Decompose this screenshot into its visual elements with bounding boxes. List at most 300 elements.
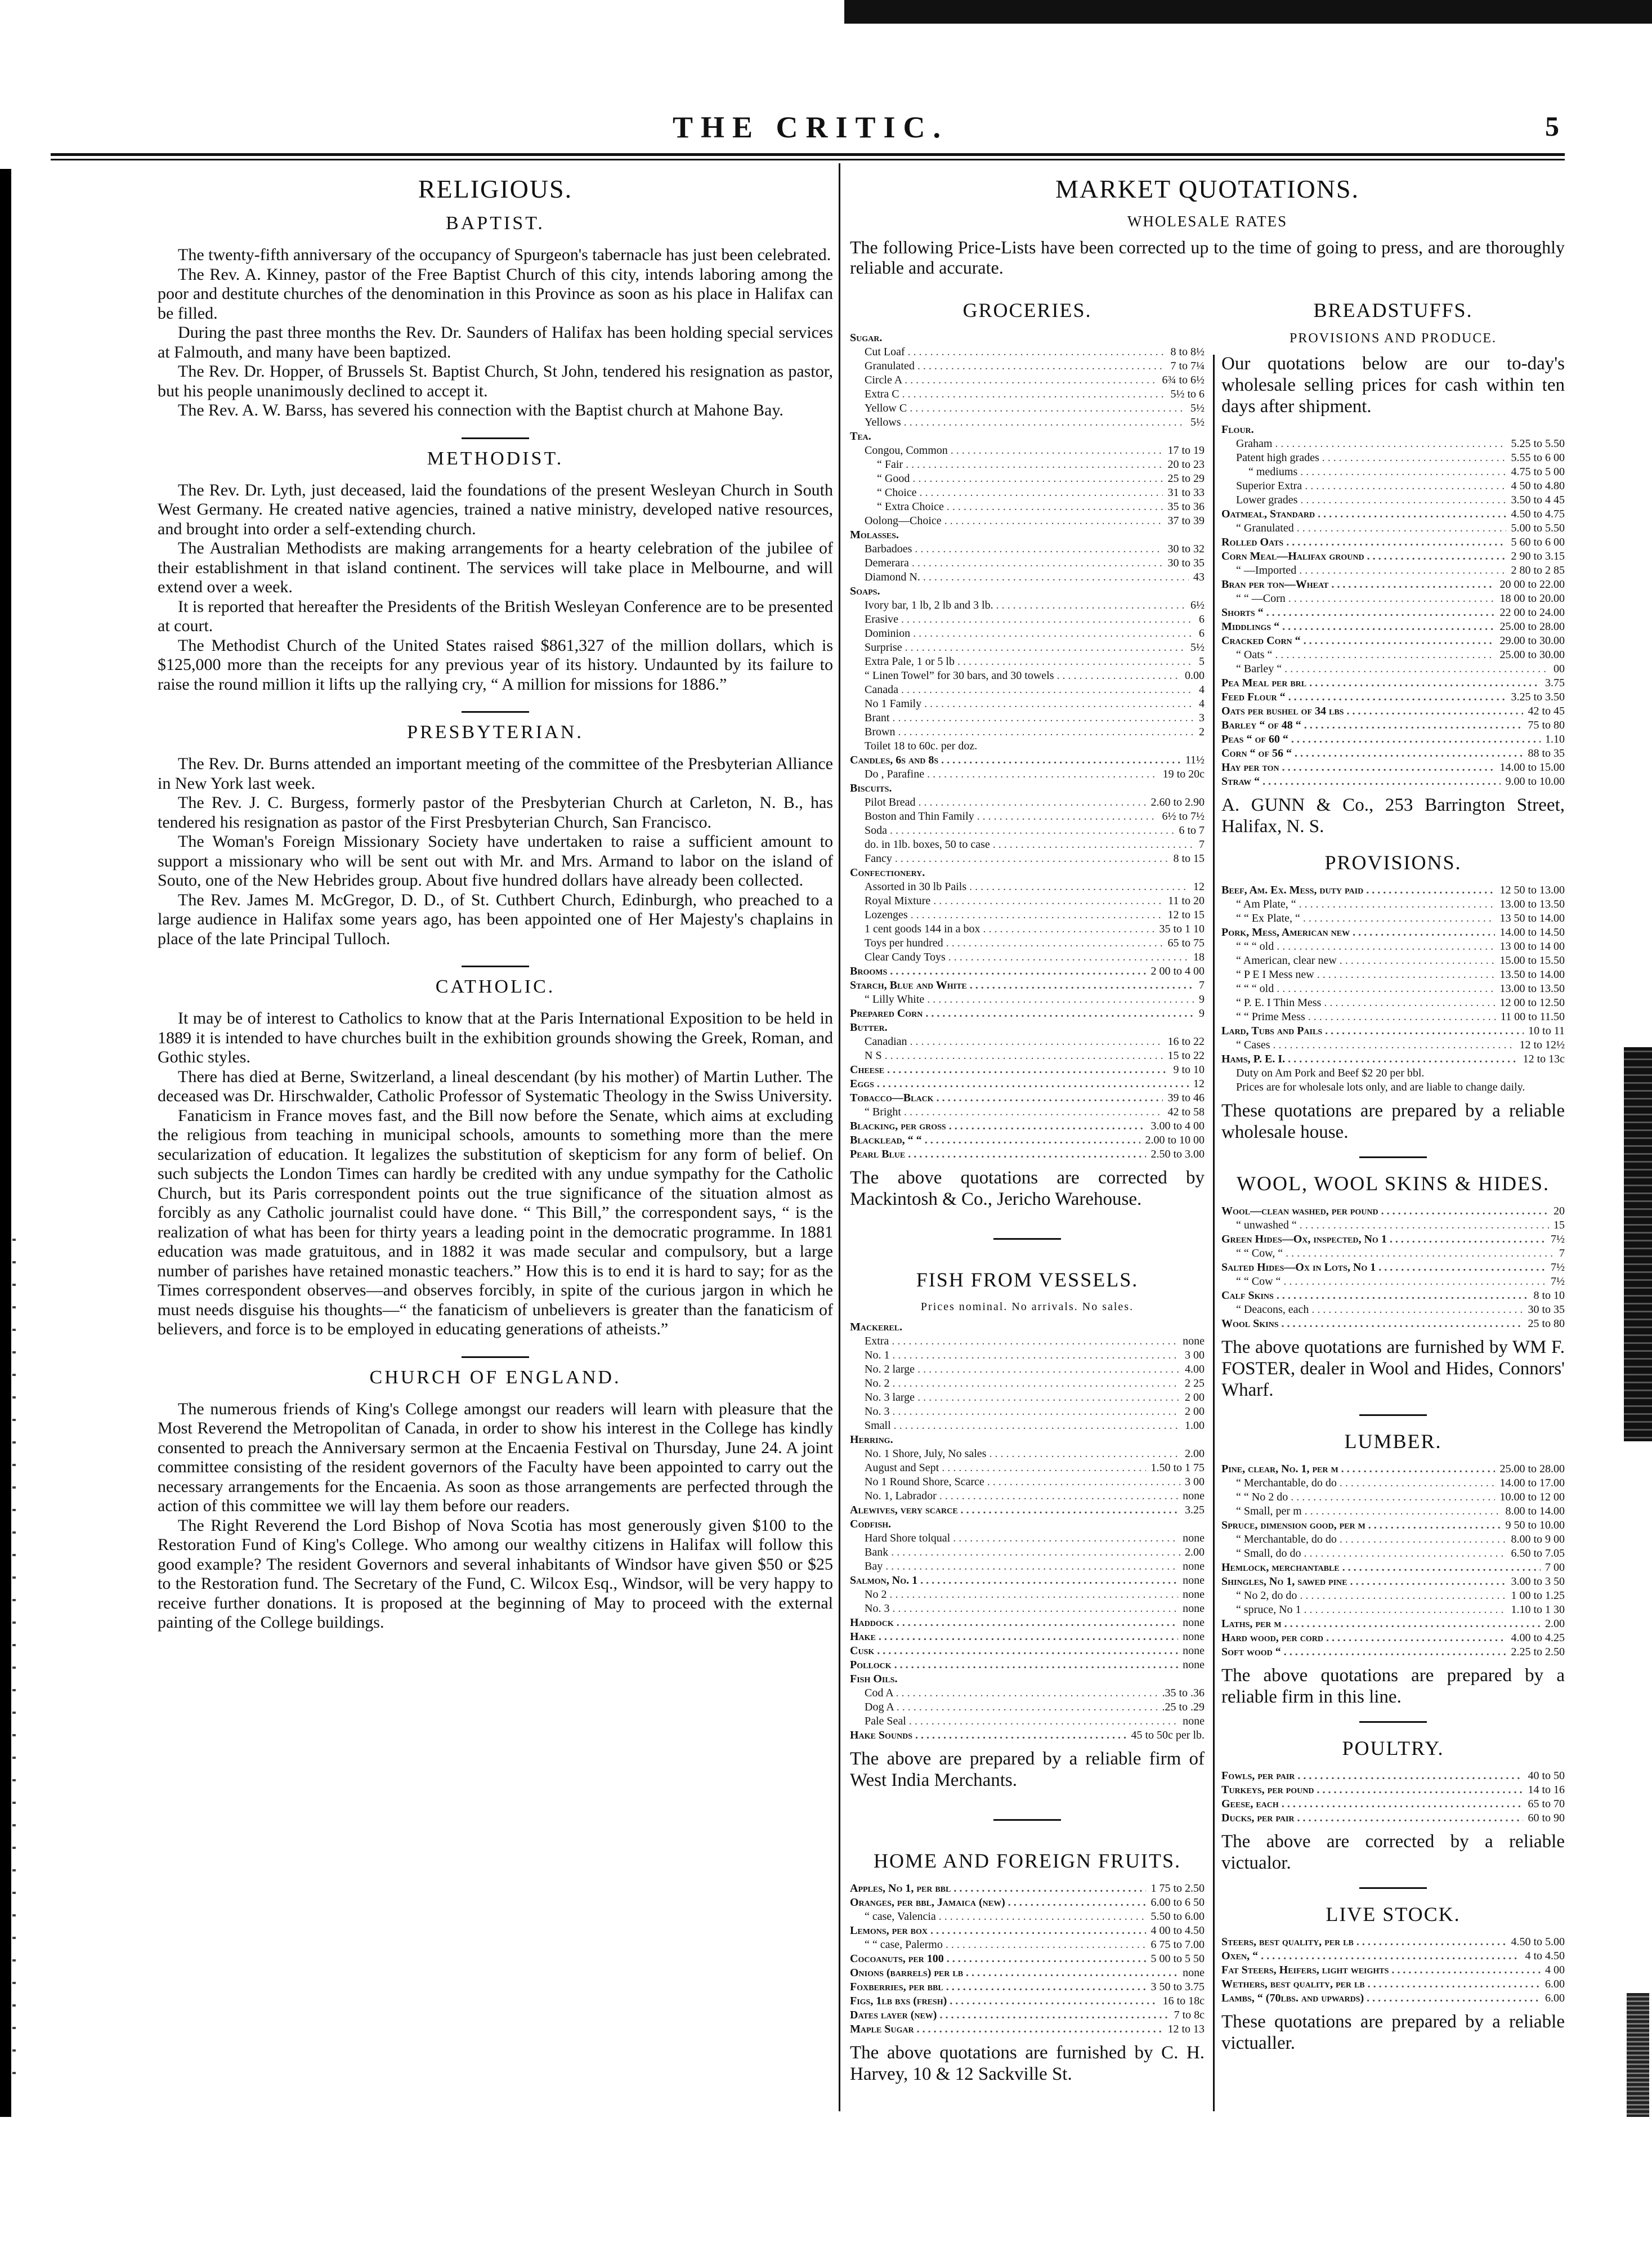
- price-label: Hams, P. E. I. . . .: [1221, 1052, 1519, 1066]
- divider: [462, 437, 529, 439]
- price-label: No 1 Family . . .: [850, 697, 1194, 711]
- price-label: Dominion . . .: [850, 627, 1194, 641]
- paragraph: The Rev. James M. McGregor, D. D., of St. Cuthbert Church, Edinburgh, who preached to a large audience in Halifax some years ago, has been appointed one of Her Majesty's chaplains in place of the late Principal Tulloch.: [158, 890, 833, 948]
- price-value: 2 00: [1185, 1405, 1205, 1418]
- price-row: [1221, 648, 1565, 662]
- price-label: Lower grades . . .: [1221, 493, 1506, 507]
- price-row: [850, 584, 1205, 598]
- price-label: Wool—clean washed, per pound . . .: [1221, 1204, 1549, 1218]
- price-row: [850, 500, 1205, 514]
- price-label: No. 2 . . .: [850, 1377, 1180, 1391]
- price-row: [1221, 732, 1565, 747]
- price-value: 65 to 75: [1167, 937, 1205, 949]
- price-row: [1221, 1247, 1565, 1261]
- price-label: “ mediums . . .: [1221, 465, 1506, 479]
- price-label: Pearl Blue . . .: [850, 1147, 1146, 1161]
- paragraph: The Woman's Foreign Missionary Society have undertaken to raise a sufficient amount to support a missionary who will be sent out with Mr. and Mrs. Armand to labor on the island of Souto, one of the New Hebrides group. About five hundred dollars have already been collected.: [158, 832, 833, 890]
- price-row: [850, 542, 1205, 556]
- price-label: Flour.: [1221, 423, 1254, 436]
- price-value: 2.60 to 2.90: [1150, 796, 1205, 808]
- price-value: 5½: [1190, 402, 1205, 414]
- price-row: [850, 1938, 1205, 1952]
- price-row: [850, 1952, 1205, 1966]
- price-value: 14.00 to 17.00: [1499, 1477, 1565, 1489]
- price-value: none: [1183, 1588, 1205, 1601]
- price-value: [1200, 1320, 1205, 1334]
- price-value: 5½: [1190, 416, 1205, 428]
- price-value: 4: [1199, 683, 1205, 696]
- price-row: [850, 1672, 1205, 1686]
- price-value: 12 to 15: [1167, 909, 1205, 921]
- price-row: [850, 556, 1205, 570]
- price-row: [1221, 1066, 1565, 1080]
- price-value: none: [1183, 1335, 1205, 1347]
- lumber-list: [1221, 1462, 1565, 1659]
- price-value: 2 00 to 4 00: [1150, 965, 1205, 977]
- price-label: Mackerel.: [850, 1321, 903, 1333]
- price-value: 6: [1199, 613, 1205, 626]
- price-row: [1221, 465, 1565, 479]
- price-value: 65 to 70: [1528, 1798, 1565, 1810]
- divider: [993, 1238, 1061, 1240]
- price-label: Soda . . .: [850, 824, 1174, 838]
- price-label: Cut Loaf . . .: [850, 345, 1166, 359]
- price-value: 4.50 to 4.75: [1511, 508, 1565, 520]
- price-label: “ Merchantable, do do . . .: [1221, 1476, 1495, 1490]
- price-row: [850, 1035, 1205, 1049]
- price-label: Ducks, per pair . . .: [1221, 1811, 1523, 1825]
- price-row: [1221, 521, 1565, 535]
- price-row: [850, 1560, 1205, 1574]
- price-label: Maple Sugar . . .: [850, 2022, 1163, 2036]
- price-value: 2.00 to 10 00: [1145, 1134, 1205, 1146]
- price-row: [850, 796, 1205, 810]
- price-label: Superior Extra . . .: [1221, 479, 1506, 493]
- price-value: 6½: [1190, 599, 1205, 611]
- price-value: 25 to 29: [1167, 472, 1205, 485]
- price-label: Assorted in 30 lb Pails . . .: [850, 880, 1189, 894]
- price-label: Small . . .: [850, 1419, 1180, 1433]
- price-label: Graham . . .: [1221, 437, 1506, 451]
- price-row: [850, 1348, 1205, 1362]
- price-row: [1221, 1575, 1565, 1589]
- price-value: 2 80 to 2 85: [1511, 564, 1565, 577]
- price-label: “ Am Plate, “ . . .: [1221, 897, 1495, 912]
- price-value: 4.75 to 5 00: [1511, 466, 1565, 478]
- price-row: [1221, 968, 1565, 982]
- price-label: “ Merchantable, do do . . .: [1221, 1533, 1506, 1547]
- price-label: Circle A . . .: [850, 373, 1157, 387]
- price-value: 29.00 to 30.00: [1499, 635, 1565, 647]
- price-label: Canadian . . .: [850, 1035, 1163, 1049]
- price-value: 30 to 32: [1167, 543, 1205, 555]
- price-label: Cracked Corn “ . . .: [1221, 634, 1495, 648]
- price-label: Brooms . . .: [850, 964, 1146, 979]
- price-label: Oats per bushel of 34 lbs . . .: [1221, 704, 1523, 718]
- price-value: [1560, 1066, 1565, 1080]
- price-label: “ Granulated . . .: [1221, 521, 1506, 535]
- price-row: [850, 739, 1205, 753]
- price-label: No 1 Round Shore, Scarce . . .: [850, 1475, 1180, 1489]
- price-value: 42 to 58: [1167, 1106, 1205, 1118]
- price-value: 10.00 to 12 00: [1499, 1491, 1565, 1503]
- paragraph: The Right Reverend the Lord Bishop of Nova Scotia has most generously given $100 to the Restoration Fund of King's College. Who among our wealthy citizens in Halifax will follow this good example? The resident Governors and several inhabitants of Windsor have given $50 or $25 to the Restoration fund. The Secretary of the Fund, C. Wilcox Esq., Windsor, will be very happy to receive further donations. It is proposed at the beginning of May to proceed with the external painting of the College buildings.: [158, 1516, 833, 1632]
- price-row: [1221, 1589, 1565, 1603]
- price-label: N S . . .: [850, 1049, 1163, 1063]
- price-row: [850, 655, 1205, 669]
- price-row: [850, 641, 1205, 655]
- price-label: Shingles, No 1, sawed pine . . .: [1221, 1575, 1506, 1589]
- price-label: Demerara . . .: [850, 556, 1163, 570]
- price-value: 7 00: [1545, 1561, 1565, 1574]
- price-value: 7½: [1551, 1233, 1565, 1245]
- price-value: 19 to 20c: [1162, 768, 1205, 780]
- price-row: [850, 1489, 1205, 1503]
- price-row: [1221, 1490, 1565, 1504]
- price-label: Middlings “ . . .: [1221, 620, 1495, 634]
- price-value: 12 to 13c: [1523, 1053, 1565, 1065]
- price-row: [850, 1147, 1205, 1161]
- price-row: [1221, 1232, 1565, 1247]
- price-value: 12 00 to 12.50: [1499, 997, 1565, 1009]
- price-value: 1.50 to 1 75: [1150, 1462, 1205, 1474]
- price-row: [1221, 1052, 1565, 1066]
- price-value: 8 to 10: [1533, 1289, 1565, 1302]
- price-row: [850, 458, 1205, 472]
- price-label: No. 3 large . . .: [850, 1391, 1180, 1405]
- price-row: [850, 936, 1205, 950]
- price-row: [850, 1980, 1205, 1994]
- price-value: 18 00 to 20.00: [1499, 592, 1565, 605]
- price-value: 1 00 to 1.25: [1511, 1589, 1565, 1602]
- poultry-title: POULTRY.: [1342, 1737, 1444, 1759]
- price-value: 9.00 to 10.00: [1505, 775, 1565, 788]
- paragraph: It is reported that hereafter the Presidents of the British Wesleyan Conference are to be presented at court.: [158, 597, 833, 635]
- price-label: No. 1 Shore, July, No sales . . .: [850, 1447, 1180, 1461]
- price-label: Figs, 1lb bxs (fresh) . . .: [850, 1994, 1158, 2008]
- price-label: Blacking, per gross . . .: [850, 1119, 1146, 1133]
- price-label: do. in 1lb. boxes, 50 to case . . .: [850, 838, 1194, 852]
- price-value: 6.50 to 7.05: [1511, 1547, 1565, 1560]
- price-label: “ Good . . .: [850, 472, 1163, 486]
- price-label: Diamond N. . . .: [850, 570, 1189, 584]
- price-value: 25.00 to 30.00: [1499, 649, 1565, 661]
- price-row: [1221, 550, 1565, 564]
- price-value: 25.00 to 28.00: [1499, 1463, 1565, 1475]
- price-value: 6.00: [1545, 1978, 1565, 1990]
- price-label: Eggs . . .: [850, 1077, 1189, 1091]
- price-row: [850, 1334, 1205, 1348]
- price-value: 31 to 33: [1167, 486, 1205, 499]
- price-label: “ American, clear new . . .: [1221, 954, 1495, 968]
- price-value: 5 60 to 6 00: [1511, 536, 1565, 548]
- price-value: 3: [1199, 712, 1205, 724]
- price-value: none: [1183, 1574, 1205, 1587]
- price-row: [1221, 747, 1565, 761]
- price-row: [1221, 1038, 1565, 1052]
- price-value: 14 to 16: [1528, 1784, 1565, 1796]
- price-label: Hard wood, per cord . . .: [1221, 1631, 1506, 1645]
- scan-edge-left: [0, 169, 11, 2117]
- price-value: 40 to 50: [1528, 1770, 1565, 1782]
- divider: [462, 1356, 529, 1358]
- price-label: Brown . . .: [850, 725, 1194, 739]
- price-label: Boston and Thin Family . . .: [850, 810, 1157, 824]
- price-value: 7: [1559, 1247, 1565, 1259]
- price-row: [1221, 1010, 1565, 1024]
- price-label: Fowls, per pair . . .: [1221, 1769, 1523, 1783]
- price-label: “ spruce, No 1 . . .: [1221, 1603, 1506, 1617]
- price-row: [1221, 507, 1565, 521]
- price-row: [1221, 1783, 1565, 1797]
- price-row: [1221, 620, 1565, 634]
- price-row: [850, 1021, 1205, 1035]
- scan-speckle-left: [12, 1239, 16, 2083]
- price-row: [1221, 676, 1565, 690]
- price-row: [1221, 662, 1565, 676]
- price-value: 25 to 80: [1528, 1317, 1565, 1330]
- price-label: Oxen, “ . . .: [1221, 1949, 1520, 1963]
- running-head: [51, 110, 1570, 149]
- price-value: 75 to 80: [1528, 719, 1565, 731]
- price-value: 2.25 to 2.50: [1511, 1646, 1565, 1658]
- price-value: .35 to .36: [1162, 1687, 1205, 1699]
- price-label: “ “ Cow “ . . .: [1221, 1275, 1546, 1289]
- price-value: 18: [1193, 951, 1205, 963]
- paragraph: There has died at Berne, Switzerland, a lineal descendant (by his mother) of Martin Luther. The deceased was Dr. Hirschwalder, Catholic Professor of Systematic Theology in the Swiss University.: [158, 1067, 833, 1105]
- price-row: [850, 444, 1205, 458]
- price-label: Herring.: [850, 1433, 893, 1446]
- price-row: [1221, 1518, 1565, 1533]
- market-subtitle: WHOLESALE RATES: [1127, 213, 1288, 230]
- divider: [993, 1819, 1061, 1821]
- price-row: [850, 1475, 1205, 1489]
- page-number: 5: [1545, 110, 1559, 142]
- price-value: 12 to 13: [1167, 2023, 1205, 2035]
- price-row: [1221, 1547, 1565, 1561]
- price-row: [850, 1644, 1205, 1658]
- price-row: [850, 598, 1205, 613]
- price-row: [1221, 718, 1565, 732]
- price-row: [1221, 897, 1565, 912]
- price-value: [1200, 1021, 1205, 1035]
- price-label: Extra C . . .: [850, 387, 1166, 401]
- price-row: [1221, 761, 1565, 775]
- market-column-right: [1221, 298, 1565, 2060]
- price-label: Barbadoes . . .: [850, 542, 1163, 556]
- price-label: Lambs, “ (70lbs. and upwards) . . .: [1221, 1991, 1541, 2005]
- price-row: [850, 1966, 1205, 1980]
- price-row: [850, 1405, 1205, 1419]
- price-value: 9 50 to 10.00: [1505, 1519, 1565, 1531]
- column-rule-market: [1213, 355, 1215, 2111]
- price-value: 9 to 10: [1173, 1064, 1205, 1076]
- price-value: 22 00 to 24.00: [1499, 606, 1565, 619]
- paragraph: The Australian Methodists are making arrangements for a hearty celebration of the jubilee of their establishment in that island continent. The services will take place in Melbourne, and will extend over a week.: [158, 539, 833, 596]
- price-label: Brant . . .: [850, 711, 1194, 725]
- price-label: Yellow C . . .: [850, 401, 1186, 416]
- price-label: Hake . . .: [850, 1630, 1178, 1644]
- price-value: 16 to 22: [1167, 1035, 1205, 1048]
- price-row: [850, 1105, 1205, 1119]
- paragraph: Fanaticism in France moves fast, and the Bill now before the Senate, which aims at excluding the religious from teaching in municipal schools, amounts to something more than the mere secularization of education. It legalizes the substitution of skepticism for any form of belief. On such subjects the London Times can hardly be credited with any undue sympathy for the Catholic Church, but its Paris correspondent points out the true significance of the situation almost as forcibly as any Catholic journalist could have done. “ This Bill,” the correspondent says, “ is the realization of what has been for thirty years a leading point in the democratic programme. In 1881 education was made gratuitous, and in 1882 it was made secular and compulsory, but a large number of parishes have retained monastic teachers.” How this is to end it is hard to say; for as the Times correspondent observes—and observes forcibly, in spite of the curious jargon in which he must needs disguise his thoughts—“ the fanaticism of unbelievers is greater than the fanaticism of believers, and force is to be employed in educating generations of atheists.”: [158, 1106, 833, 1338]
- price-row: [1221, 1504, 1565, 1518]
- price-row: [850, 1377, 1205, 1391]
- price-value: 6¾ to 6½: [1162, 374, 1205, 386]
- price-value: .25 to .29: [1162, 1701, 1205, 1713]
- price-label: Prepared Corn . . .: [850, 1007, 1194, 1021]
- poultry-note: The above are corrected by a reliable victualor.: [1221, 1831, 1565, 1873]
- price-value: 4.00: [1185, 1363, 1205, 1375]
- price-row: [1221, 1533, 1565, 1547]
- price-value: 00: [1553, 663, 1565, 675]
- price-row: [850, 669, 1205, 683]
- livestock-note: These quotations are prepared by a reliable victualler.: [1221, 2012, 1565, 2053]
- price-value: 2: [1199, 726, 1205, 738]
- price-row: [1221, 1991, 1565, 2005]
- price-label: “ Oats “ . . .: [1221, 648, 1495, 662]
- price-value: 1.10 to 1 30: [1511, 1603, 1565, 1616]
- price-row: [1221, 1811, 1565, 1825]
- price-value: 3.75: [1545, 677, 1565, 689]
- price-value: 35 to 1 10: [1159, 923, 1205, 935]
- price-value: 5.25 to 5.50: [1511, 437, 1565, 450]
- price-row: [850, 1447, 1205, 1461]
- price-row: [850, 1077, 1205, 1091]
- price-row: [1221, 1935, 1565, 1949]
- price-value: 25.00 to 28.00: [1499, 620, 1565, 633]
- page-title: THE CRITIC.: [672, 110, 949, 144]
- price-label: August and Sept . . .: [850, 1461, 1146, 1475]
- price-row: [1221, 1769, 1565, 1783]
- price-row: [1221, 690, 1565, 704]
- price-label: Bay . . .: [850, 1560, 1178, 1574]
- price-row: [850, 401, 1205, 416]
- price-row: [1221, 1317, 1565, 1331]
- price-value: 2 25: [1185, 1377, 1205, 1390]
- price-row: [1221, 1476, 1565, 1490]
- price-row: [1221, 578, 1565, 592]
- price-value: 2 00: [1185, 1391, 1205, 1404]
- price-row: [850, 528, 1205, 542]
- price-row: [850, 1119, 1205, 1133]
- price-label: Pork, Mess, American new . . .: [1221, 926, 1495, 940]
- price-row: [850, 1391, 1205, 1405]
- price-value: 45 to 50c per lb.: [1131, 1729, 1205, 1741]
- price-label: Erasive . . .: [850, 613, 1194, 627]
- price-value: none: [1183, 1630, 1205, 1643]
- price-label: Congou, Common . . .: [850, 444, 1163, 458]
- price-label: No 2 . . .: [850, 1588, 1178, 1602]
- price-label: Corn “ of 56 “ . . .: [1221, 747, 1523, 761]
- paragraph: It may be of interest to Catholics to know that at the Paris International Exposition to be held in 1889 it is intended to have churches built in the exhibition grounds showing the Greek, Roman, and Gothic styles.: [158, 1009, 833, 1066]
- price-value: 2.00: [1185, 1448, 1205, 1460]
- price-row: [850, 1545, 1205, 1560]
- religious-column: [158, 172, 833, 1633]
- section-title: MARKET QUOTATIONS.: [1055, 175, 1360, 203]
- divider: [462, 711, 529, 713]
- price-row: [1221, 1617, 1565, 1631]
- price-value: [1200, 584, 1205, 598]
- price-row: [850, 1574, 1205, 1588]
- price-label: Onions (barrels) per lb . . .: [850, 1966, 1178, 1980]
- section-title: RELIGIOUS.: [418, 175, 573, 203]
- price-row: [1221, 1462, 1565, 1476]
- price-value: 11 to 20: [1168, 895, 1205, 907]
- price-label: Oranges, per bbl, Jamaica (new) . . .: [850, 1896, 1146, 1910]
- price-label: Royal Mixture . . .: [850, 894, 1163, 908]
- price-value: 4 00: [1545, 1964, 1565, 1976]
- price-row: [850, 753, 1205, 767]
- price-row: [850, 1658, 1205, 1672]
- price-row: [1221, 1561, 1565, 1575]
- price-value: 9: [1199, 1007, 1205, 1020]
- price-label: Molasses.: [850, 529, 899, 541]
- paragraph: The Rev. Dr. Burns attended an important meeting of the committee of the Presbyterian Alliance in New York last week.: [158, 754, 833, 793]
- price-row: [1221, 926, 1565, 940]
- price-value: 20: [1553, 1205, 1565, 1217]
- price-row: [1221, 1204, 1565, 1218]
- price-row: [1221, 940, 1565, 954]
- wool-title: WOOL, WOOL SKINS & HIDES.: [1237, 1172, 1550, 1195]
- price-value: 4: [1199, 698, 1205, 710]
- price-value: 30 to 35: [1528, 1303, 1565, 1316]
- price-row: [1221, 1024, 1565, 1038]
- price-row: [1221, 1289, 1565, 1303]
- price-value: [1200, 739, 1205, 753]
- price-label: Fat Steers, Heifers, light weights . . .: [1221, 1963, 1541, 1977]
- price-label: No. 1, Labrador . . .: [850, 1489, 1178, 1503]
- price-value: none: [1183, 1659, 1205, 1671]
- price-label: Cusk . . .: [850, 1644, 1178, 1658]
- price-label: Dates layer (new) . . .: [850, 2008, 1170, 2022]
- price-label: Oatmeal, Standard . . .: [1221, 507, 1506, 521]
- price-value: 20 to 23: [1167, 458, 1205, 471]
- price-value: 35 to 36: [1167, 501, 1205, 513]
- price-label: Duty on Am Pork and Beef $2 20 per bbl.: [1236, 1067, 1425, 1079]
- price-label: “ Bright . . .: [850, 1105, 1163, 1119]
- price-row: [1221, 1261, 1565, 1275]
- price-value: [1200, 430, 1205, 444]
- price-label: “ Choice . . .: [850, 486, 1163, 500]
- price-label: Wool Skins . . .: [1221, 1317, 1523, 1331]
- price-value: 7: [1199, 979, 1205, 991]
- price-label: Granulated . . .: [850, 359, 1166, 373]
- price-value: 8.00 to 14.00: [1505, 1505, 1565, 1517]
- price-label: Laths, per m . . .: [1221, 1617, 1541, 1631]
- price-row: [850, 359, 1205, 373]
- paragraph: The Methodist Church of the United States raised $861,327 of the million dollars, which is $125,000 more than the receipts for any previous year of its history. Undaunted by its failure to raise the round million it lifts up the rallying cry, “ A million for missions for 1886.”: [158, 636, 833, 694]
- price-value: 12 to 12½: [1519, 1039, 1565, 1051]
- price-label: Toilet 18 to 60c. per doz.: [865, 740, 978, 752]
- price-value: 3.50 to 4 45: [1511, 494, 1565, 506]
- price-value: none: [1183, 1490, 1205, 1502]
- price-row: [850, 430, 1205, 444]
- divider: [1359, 1887, 1427, 1889]
- price-value: [1200, 1433, 1205, 1447]
- price-row: [1221, 1303, 1565, 1317]
- price-label: Tea.: [850, 430, 871, 443]
- subsection-title: PRESBYTERIAN.: [407, 722, 584, 743]
- price-row: [1221, 592, 1565, 606]
- price-value: 6.00: [1545, 1992, 1565, 2004]
- price-value: [1200, 866, 1205, 880]
- price-label: “ No 2, do do . . .: [1221, 1589, 1506, 1603]
- livestock-list: [1221, 1935, 1565, 2005]
- groceries-title: GROCERIES.: [962, 299, 1092, 321]
- price-label: Hake Sounds . . .: [850, 1728, 1126, 1743]
- price-value: 14.00 to 15.00: [1499, 761, 1565, 774]
